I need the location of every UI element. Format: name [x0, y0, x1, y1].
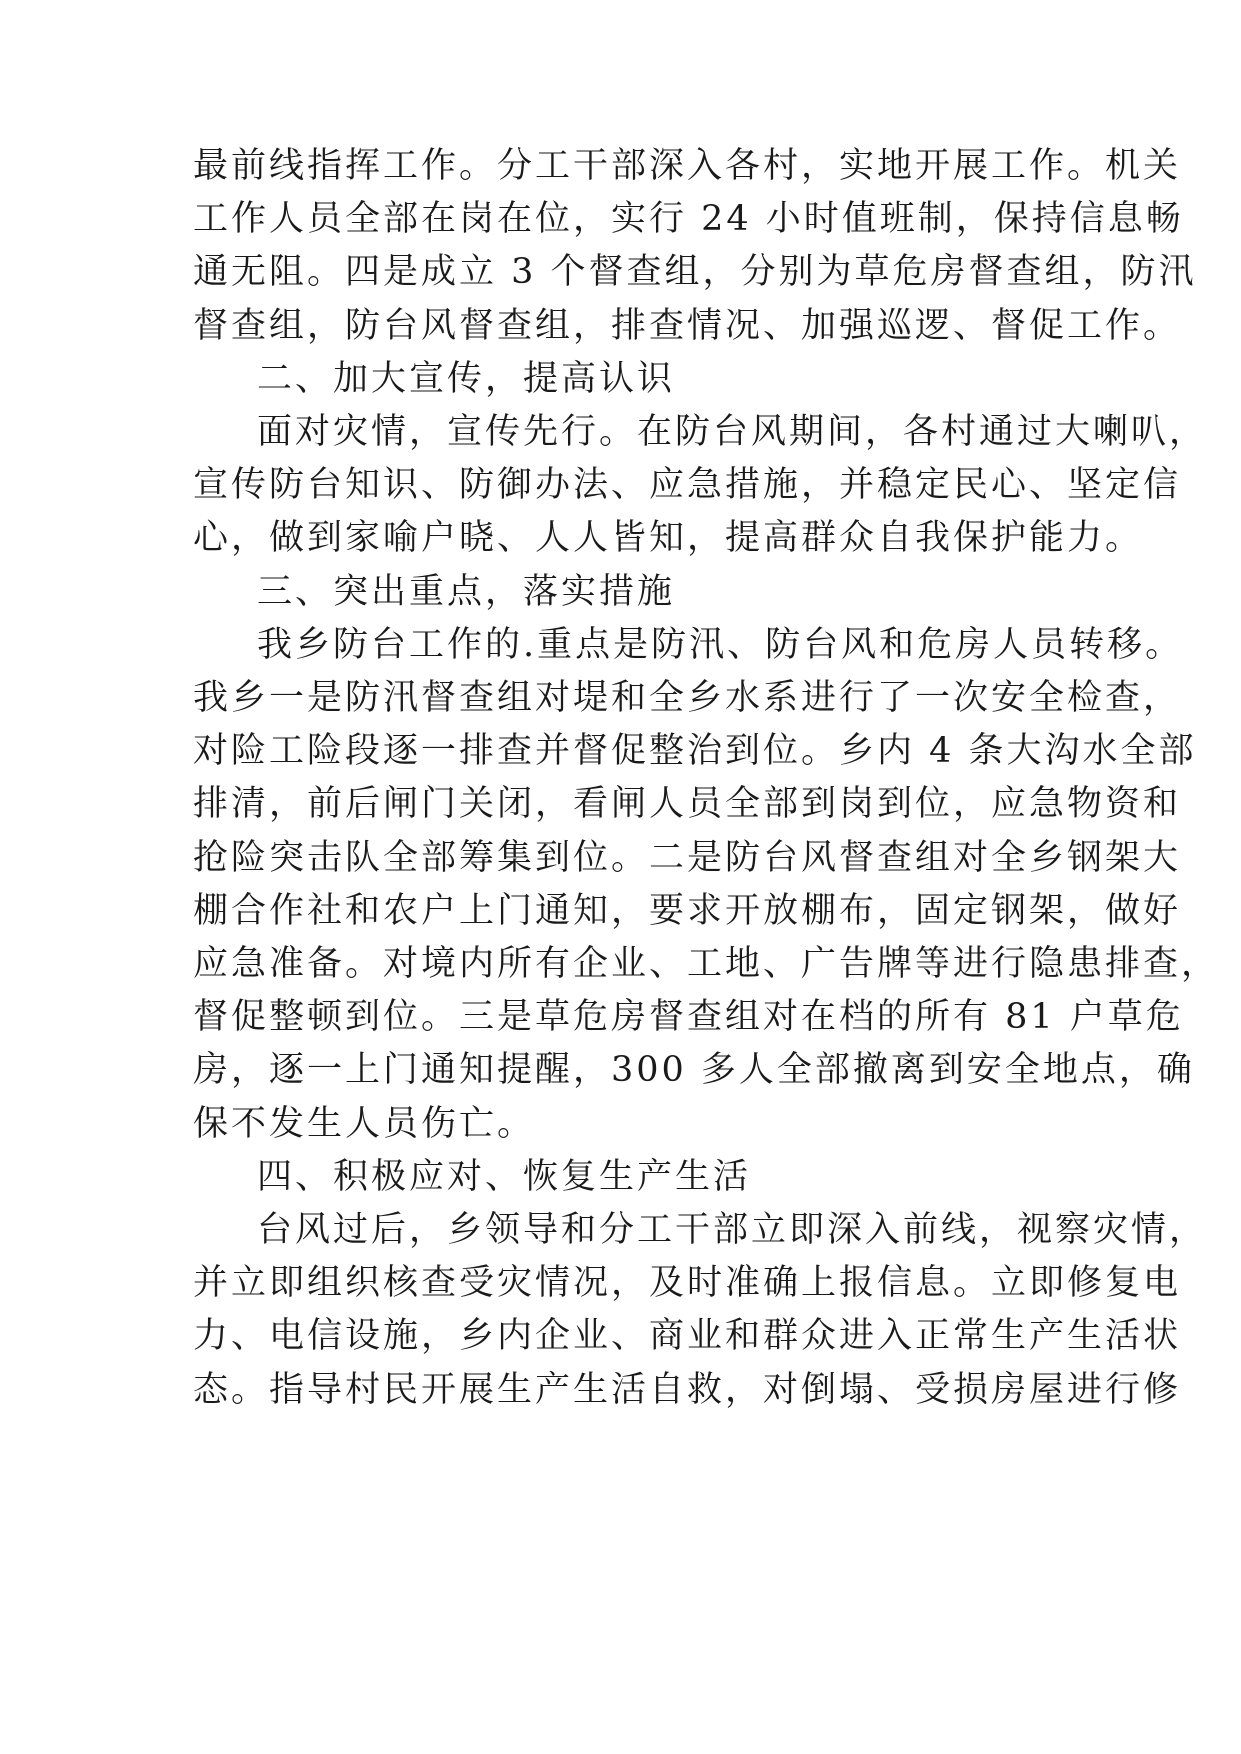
body-text-line: 应急准备。对境内所有企业、工地、广告牌等进行隐患排查， — [193, 944, 1220, 984]
body-text-line: 最前线指挥工作。分工干部深入各村，实地开展工作。机关 — [193, 146, 1182, 186]
body-text-line: 态。指导村民开展生产生活自救，对倒塌、受损房屋进行修 — [193, 1370, 1182, 1410]
body-text-line: 工作人员全部在岗在位，实行 24 小时值班制，保持信息畅 — [193, 199, 1184, 239]
section-heading: 四、积极应对、恢复生产生活 — [257, 1157, 752, 1197]
body-text-line: 台风过后，乡领导和分工干部立即深入前线，视察灾情， — [257, 1210, 1208, 1250]
body-text-line: 力、电信设施，乡内企业、商业和群众进入正常生产生活状 — [193, 1316, 1182, 1356]
body-text-line: 我乡一是防汛督查组对堤和全乡水系进行了一次安全检查， — [193, 678, 1182, 718]
body-text-line: 我乡防台工作的.重点是防汛、防台风和危房人员转移。 — [257, 625, 1184, 665]
body-text-line: 督促整顿到位。三是草危房督查组对在档的所有 81 户草危 — [193, 997, 1184, 1037]
body-text-line: 房，逐一上门通知提醒，300 多人全部撤离到安全地点，确 — [193, 1050, 1195, 1090]
body-text-line: 督查组，防台风督查组，排查情况、加强巡逻、督促工作。 — [193, 306, 1182, 346]
body-text-line: 宣传防台知识、防御办法、应急措施，并稳定民心、坚定信 — [193, 465, 1182, 505]
body-text-line: 心，做到家喻户晓、人人皆知，提高群众自我保护能力。 — [193, 518, 1144, 558]
body-text-line: 棚合作社和农户上门通知，要求开放棚布，固定钢架，做好 — [193, 891, 1182, 931]
body-text-line: 通无阻。四是成立 3 个督查组，分别为草危房督查组，防汛 — [193, 252, 1197, 292]
section-heading: 二、加大宣传，提高认识 — [257, 359, 676, 399]
body-text-line: 并立即组织核查受灾情况，及时准确上报信息。立即修复电 — [193, 1263, 1182, 1303]
body-text-line: 面对灾情，宣传先行。在防台风期间，各村通过大喇叭， — [257, 412, 1208, 452]
body-text-line: 抢险突击队全部筹集到位。二是防台风督查组对全乡钢架大 — [193, 838, 1182, 878]
body-text-line: 保不发生人员伤亡。 — [193, 1104, 536, 1144]
body-text-line: 对险工险段逐一排查并督促整治到位。乡内 4 条大沟水全部 — [193, 731, 1197, 771]
section-heading: 三、突出重点，落实措施 — [257, 572, 676, 612]
body-text-line: 排清，前后闸门关闭，看闸人员全部到岗到位，应急物资和 — [193, 784, 1182, 824]
